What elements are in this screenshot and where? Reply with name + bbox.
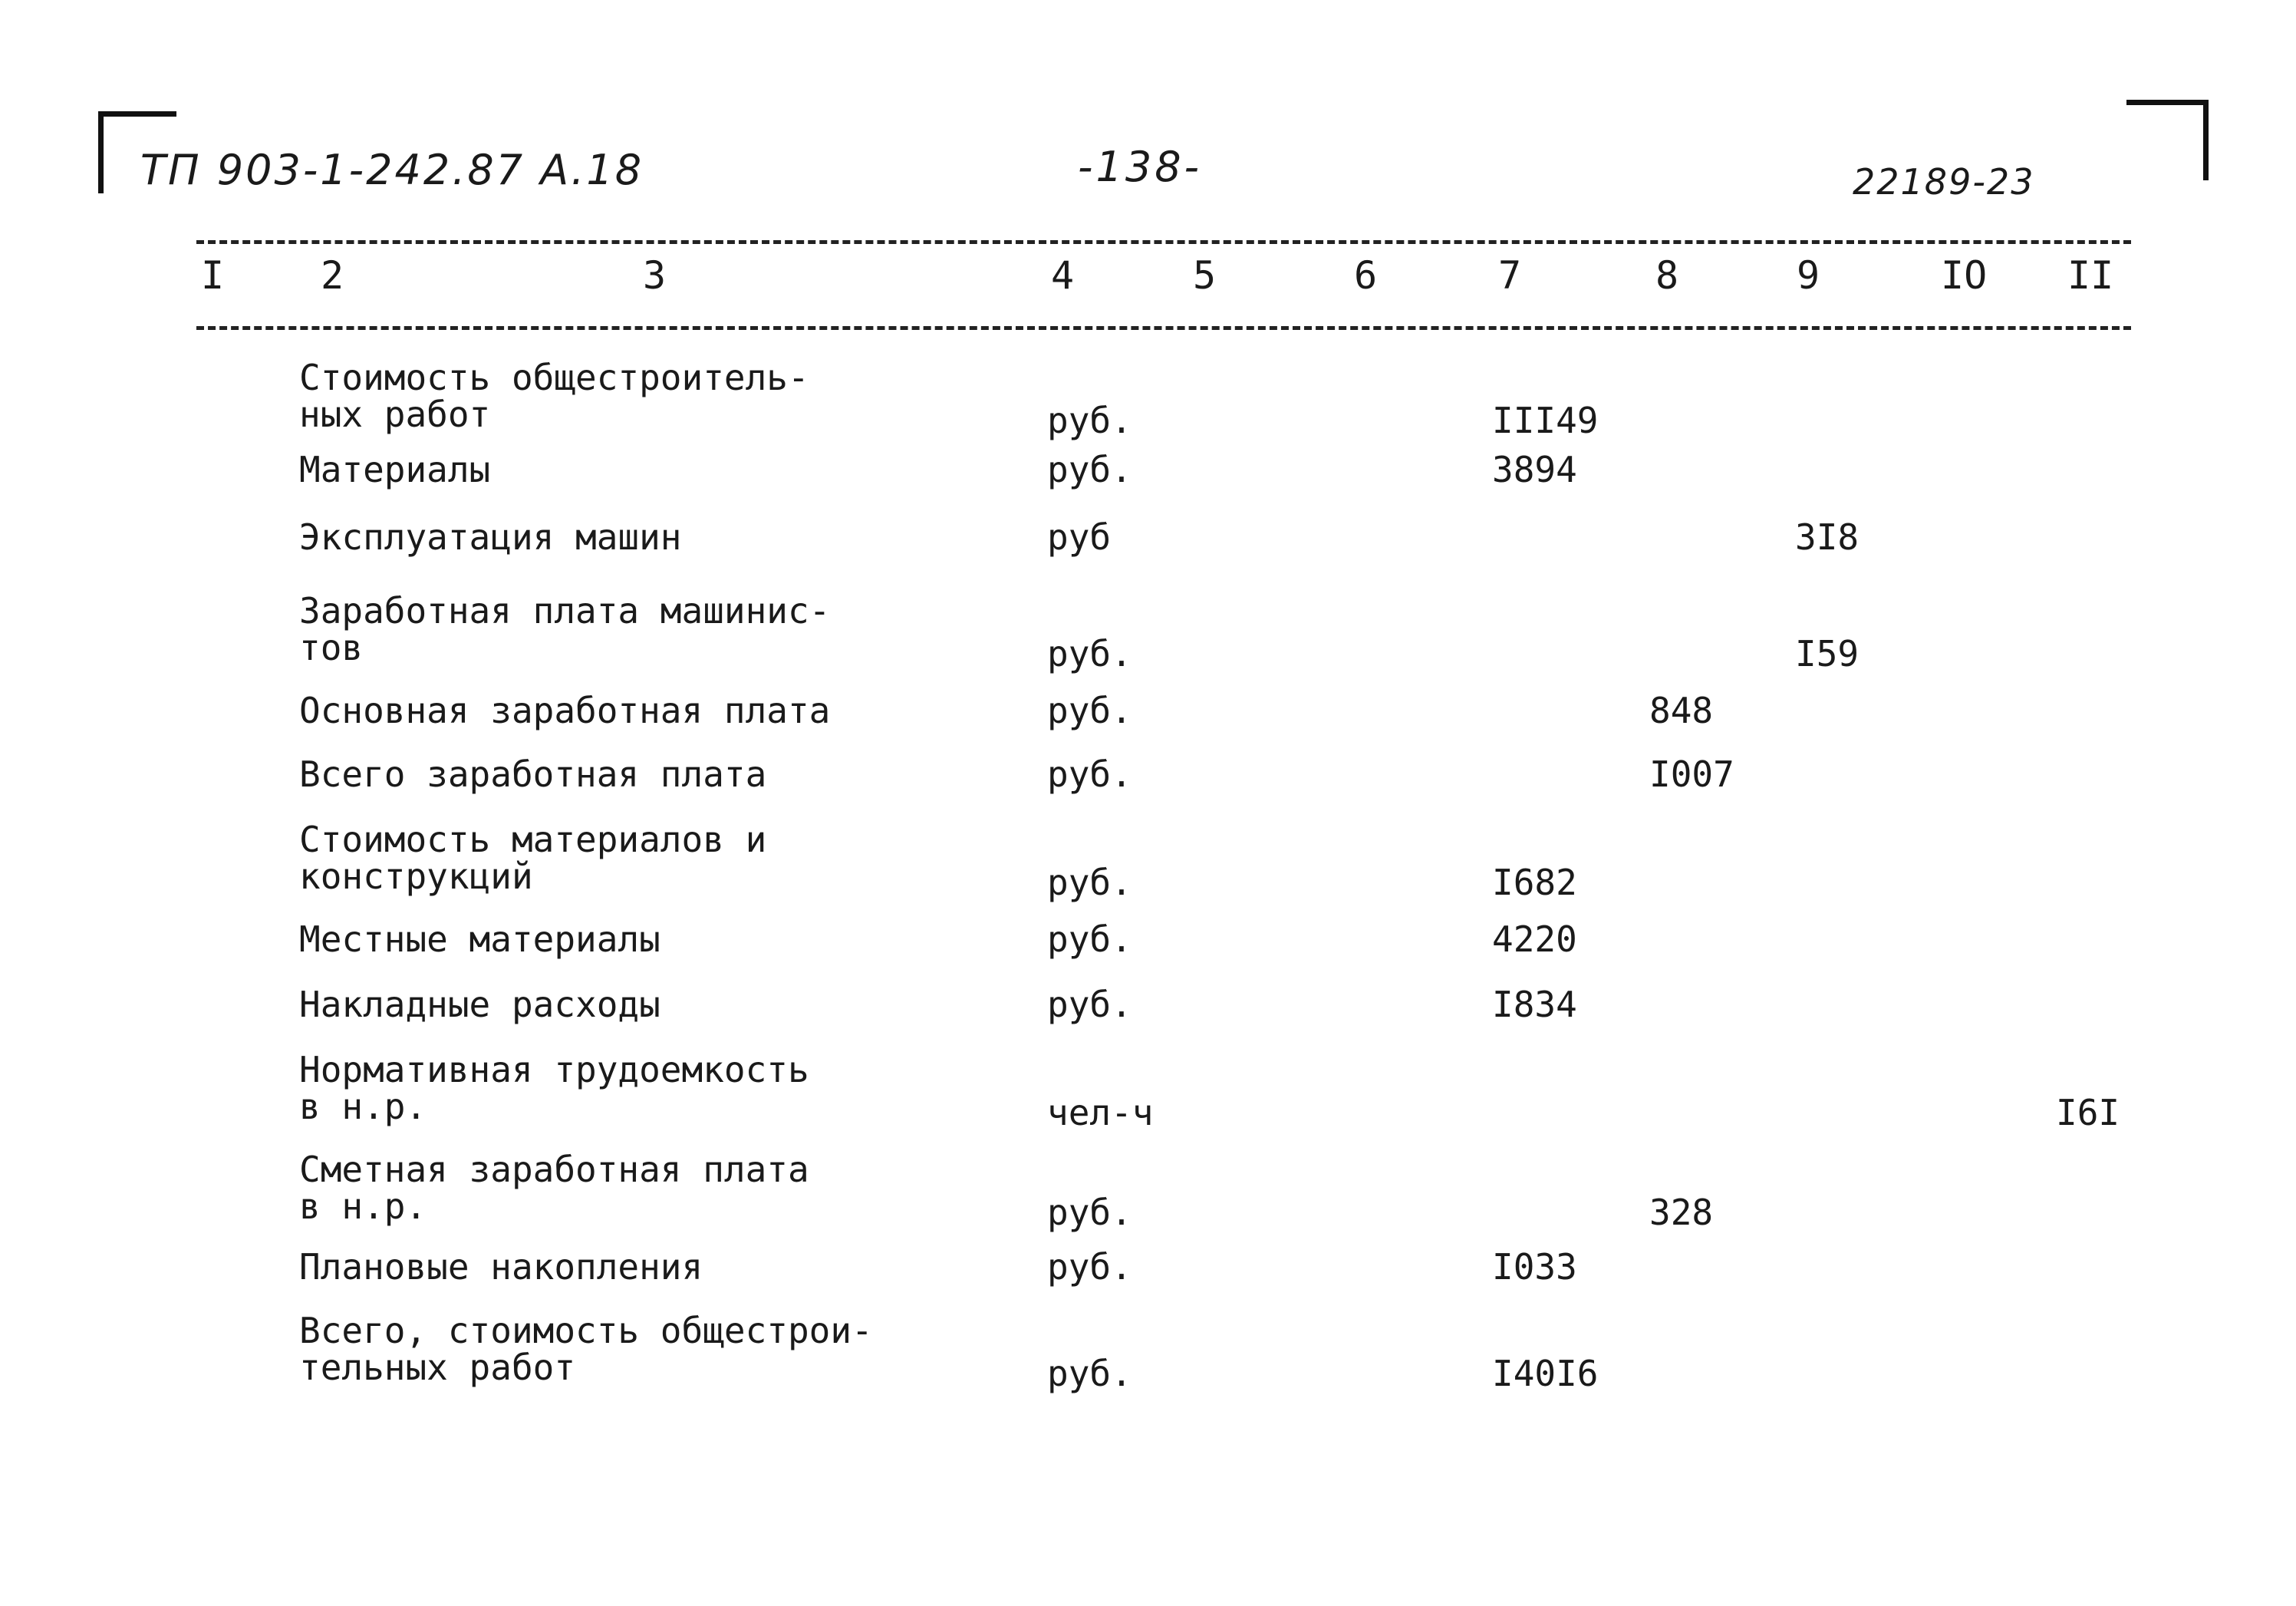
column-header-2: 2 [321, 253, 344, 298]
row-value: I834 [1492, 984, 1577, 1025]
row-unit: руб. [1047, 862, 1132, 903]
row-unit: руб. [1047, 449, 1132, 490]
row-value: 328 [1649, 1192, 1714, 1233]
page-number: -138- [1078, 143, 1203, 191]
reference-number: 22189-23 [1853, 161, 2035, 203]
row-unit: руб. [1047, 1246, 1132, 1288]
row-unit: руб [1047, 516, 1112, 558]
row-name: Нормативная трудоемкость в н.р. [299, 1049, 809, 1127]
row-unit: руб. [1047, 984, 1132, 1025]
column-header-3: 3 [643, 253, 667, 298]
row-unit: руб. [1047, 754, 1132, 795]
table-header-rule [196, 326, 2131, 330]
row-name: Эксплуатация машин [299, 516, 682, 558]
row-name: Стоимость общестроитель- ных работ [299, 357, 809, 435]
column-header-1: I [201, 253, 225, 298]
table-top-rule [196, 240, 2131, 244]
column-header-4: 4 [1051, 253, 1075, 298]
row-value: I682 [1492, 862, 1577, 903]
column-header-7: 7 [1498, 253, 1522, 298]
column-header-6: 6 [1354, 253, 1378, 298]
row-unit: руб. [1047, 690, 1132, 731]
row-name: Накладные расходы [299, 984, 660, 1025]
frame-corner-right [2126, 100, 2209, 180]
row-unit: руб. [1047, 400, 1132, 441]
row-value: 848 [1649, 690, 1714, 731]
row-name: Заработная плата машинис- тов [299, 590, 831, 668]
row-value: 4220 [1492, 918, 1577, 960]
row-value: I40I6 [1492, 1353, 1599, 1394]
row-unit: руб. [1047, 1192, 1132, 1233]
row-name: Материалы [299, 449, 491, 490]
row-value: I033 [1492, 1246, 1577, 1288]
row-name: Местные материалы [299, 918, 660, 960]
row-name: Стоимость материалов и конструкций [299, 819, 767, 897]
row-value: I007 [1649, 754, 1734, 795]
row-name: Сметная заработная плата в н.р. [299, 1149, 809, 1227]
column-header-9: 9 [1797, 253, 1820, 298]
column-header-5: 5 [1193, 253, 1217, 298]
row-unit: руб. [1047, 633, 1132, 674]
column-header-10: IO [1941, 253, 1988, 298]
row-name: Основная заработная плата [299, 690, 831, 731]
row-value: 3I8 [1795, 516, 1860, 558]
row-value: III49 [1492, 400, 1599, 441]
column-header-11: II [2067, 253, 2114, 298]
row-value: 3894 [1492, 449, 1577, 490]
row-value: I6I [2056, 1092, 2120, 1133]
row-unit: чел-ч [1047, 1092, 1154, 1133]
row-name: Плановые накопления [299, 1246, 703, 1288]
row-value: I59 [1795, 633, 1860, 674]
document-code: ТП 903-1-242.87 А.18 [140, 146, 644, 194]
row-name: Всего заработная плата [299, 754, 767, 795]
row-unit: руб. [1047, 1353, 1132, 1394]
row-name: Всего, стоимость общестрои- тельных работ [299, 1310, 873, 1388]
column-header-8: 8 [1655, 253, 1679, 298]
row-unit: руб. [1047, 918, 1132, 960]
